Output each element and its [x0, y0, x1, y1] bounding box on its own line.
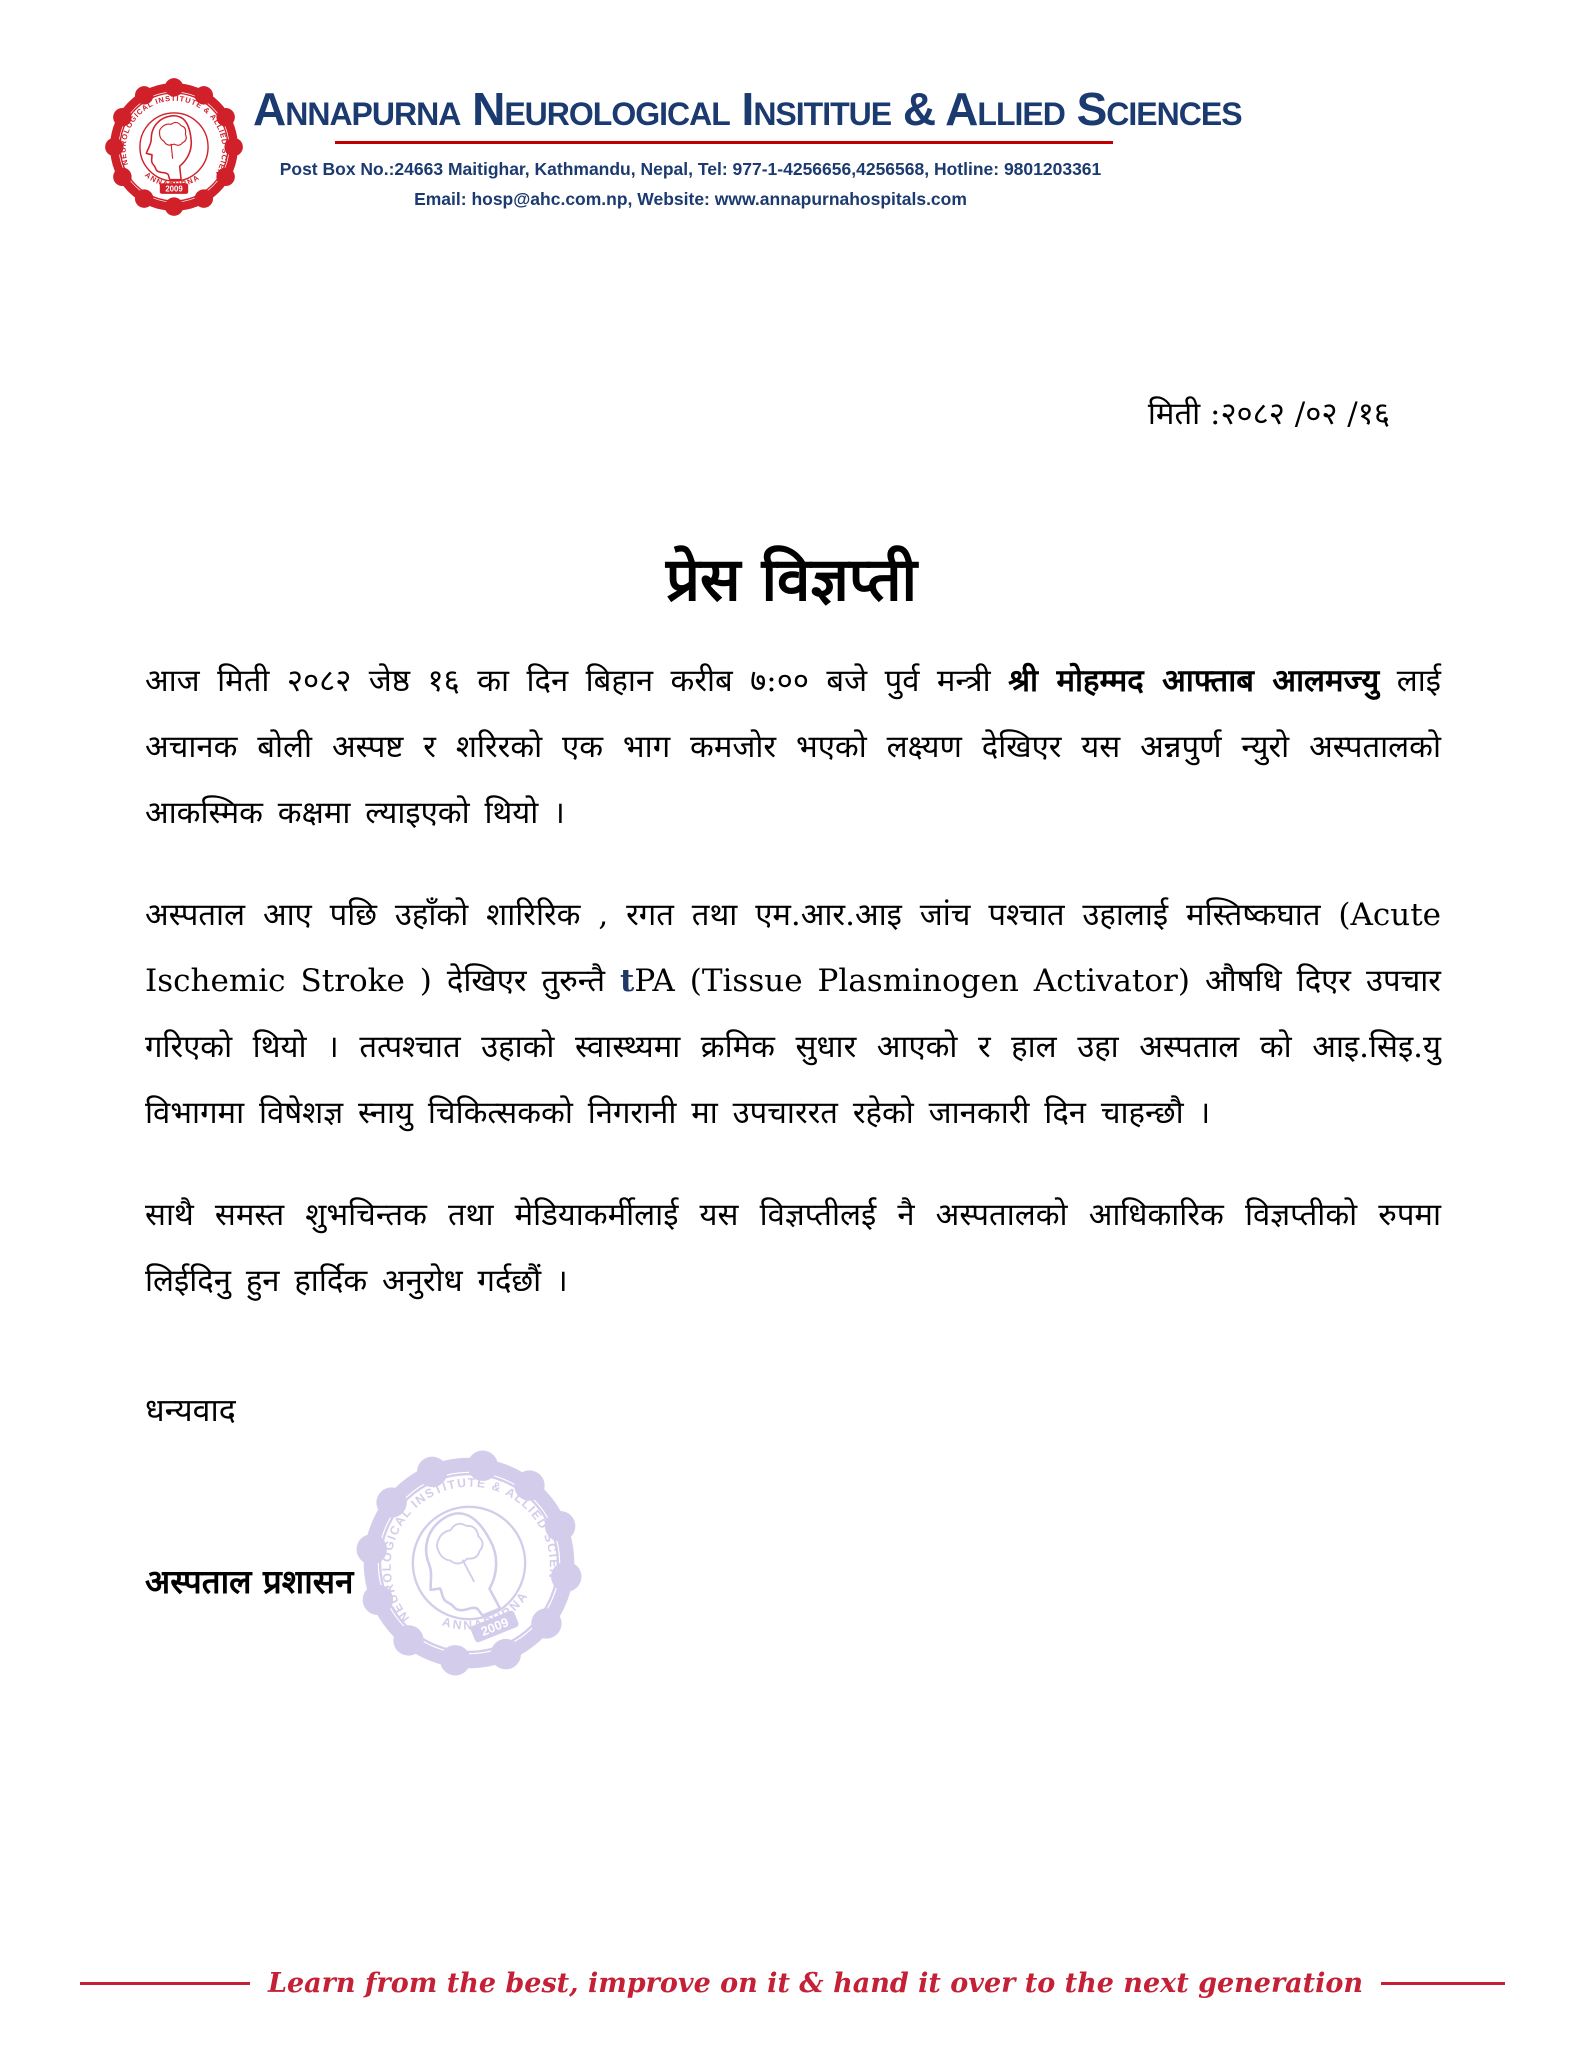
press-release-body: [145, 648, 1441, 1350]
p2-text-start: अस्पताल आए पछि उहाँको शारिरिक , रगत तथा एम.आर.आइ जांच पश्चात उहालाई मस्तिष्कघात (Acute Ischemic Stroke ) देखिएर तुरुन्तै: [145, 897, 1441, 999]
p2-tpa-t: t: [620, 963, 635, 999]
paragraph-1: [145, 648, 1441, 846]
institute-logo-icon: [103, 76, 245, 218]
footer-rule-right: [1381, 1982, 1505, 1985]
thanks-line: धन्यवाद: [145, 1391, 236, 1429]
letterhead-text: [253, 83, 1242, 214]
date-line: मिती :२०८२ /०२ /१६: [1147, 396, 1390, 432]
header-divider: [335, 141, 1113, 144]
footer-motto: Learn from the best, improve on it & hand it over to the next generation: [268, 1968, 1364, 1999]
email-website-line: Email: hosp@ahc.com.np, Website: www.annapurnahospitals.com: [414, 188, 967, 209]
p1-text-start: आज मिती २०८२ जेष्ठ १६ का दिन बिहान करीब ७:०० बजे पुर्व मन्त्री: [145, 663, 1009, 699]
footer-motto-bar: [80, 1968, 1505, 1999]
p1-minister-name: श्री मोहम्मद आफ्ताब आलमज्यु: [1008, 663, 1380, 699]
p2-text-end: PA (Tissue Plasminogen Activator) औषधि दिएर उपचार गरिएको थियो । तत्पश्चात उहाको स्वास्थ्यमा क्रमिक सुधार आएको र हाल उहा अस्पताल को आइ.सिइ.यु विभागमा विषेशज्ञ स्नायु चिकित्सकको निगरानी मा उपचाररत रहेको जानकारी दिन चाहन्छौ ।: [145, 963, 1441, 1131]
document-title: प्रेस विज्ञप्ती: [665, 545, 918, 615]
hospital-stamp-watermark: [317, 1411, 622, 1716]
signature-line: अस्पताल प्रशासन: [145, 1562, 354, 1601]
footer-rule-left: [80, 1982, 250, 1985]
institute-name: Annapurna Neurological Insititue & Allied Sciences: [253, 83, 1242, 135]
paragraph-2: [145, 882, 1441, 1146]
address-line: Post Box No.:24663 Maitighar, Kathmandu, Nepal, Tel: 977-1-4256656,4256568, Hotline: 9801203361: [279, 158, 1102, 179]
p1-text-end: लाई अचानक बोली अस्पष्ट र शरिरको एक भाग कमजोर भएको लक्ष्यण देखिएर यस अन्नपुर्ण न्युरो अस्पतालको आकस्मिक कक्षमा ल्याइएको थियो ।: [145, 663, 1442, 831]
paragraph-3: साथै समस्त शुभचिन्तक तथा मेडियाकर्मीलाई यस विज्ञप्तीलर्ई नै अस्पतालको आधिकारिक विज्ञप्तीको रुपमा लिईदिनु हुन हार्दिक अनुरोध गर्दछौं ।: [145, 1197, 1441, 1299]
